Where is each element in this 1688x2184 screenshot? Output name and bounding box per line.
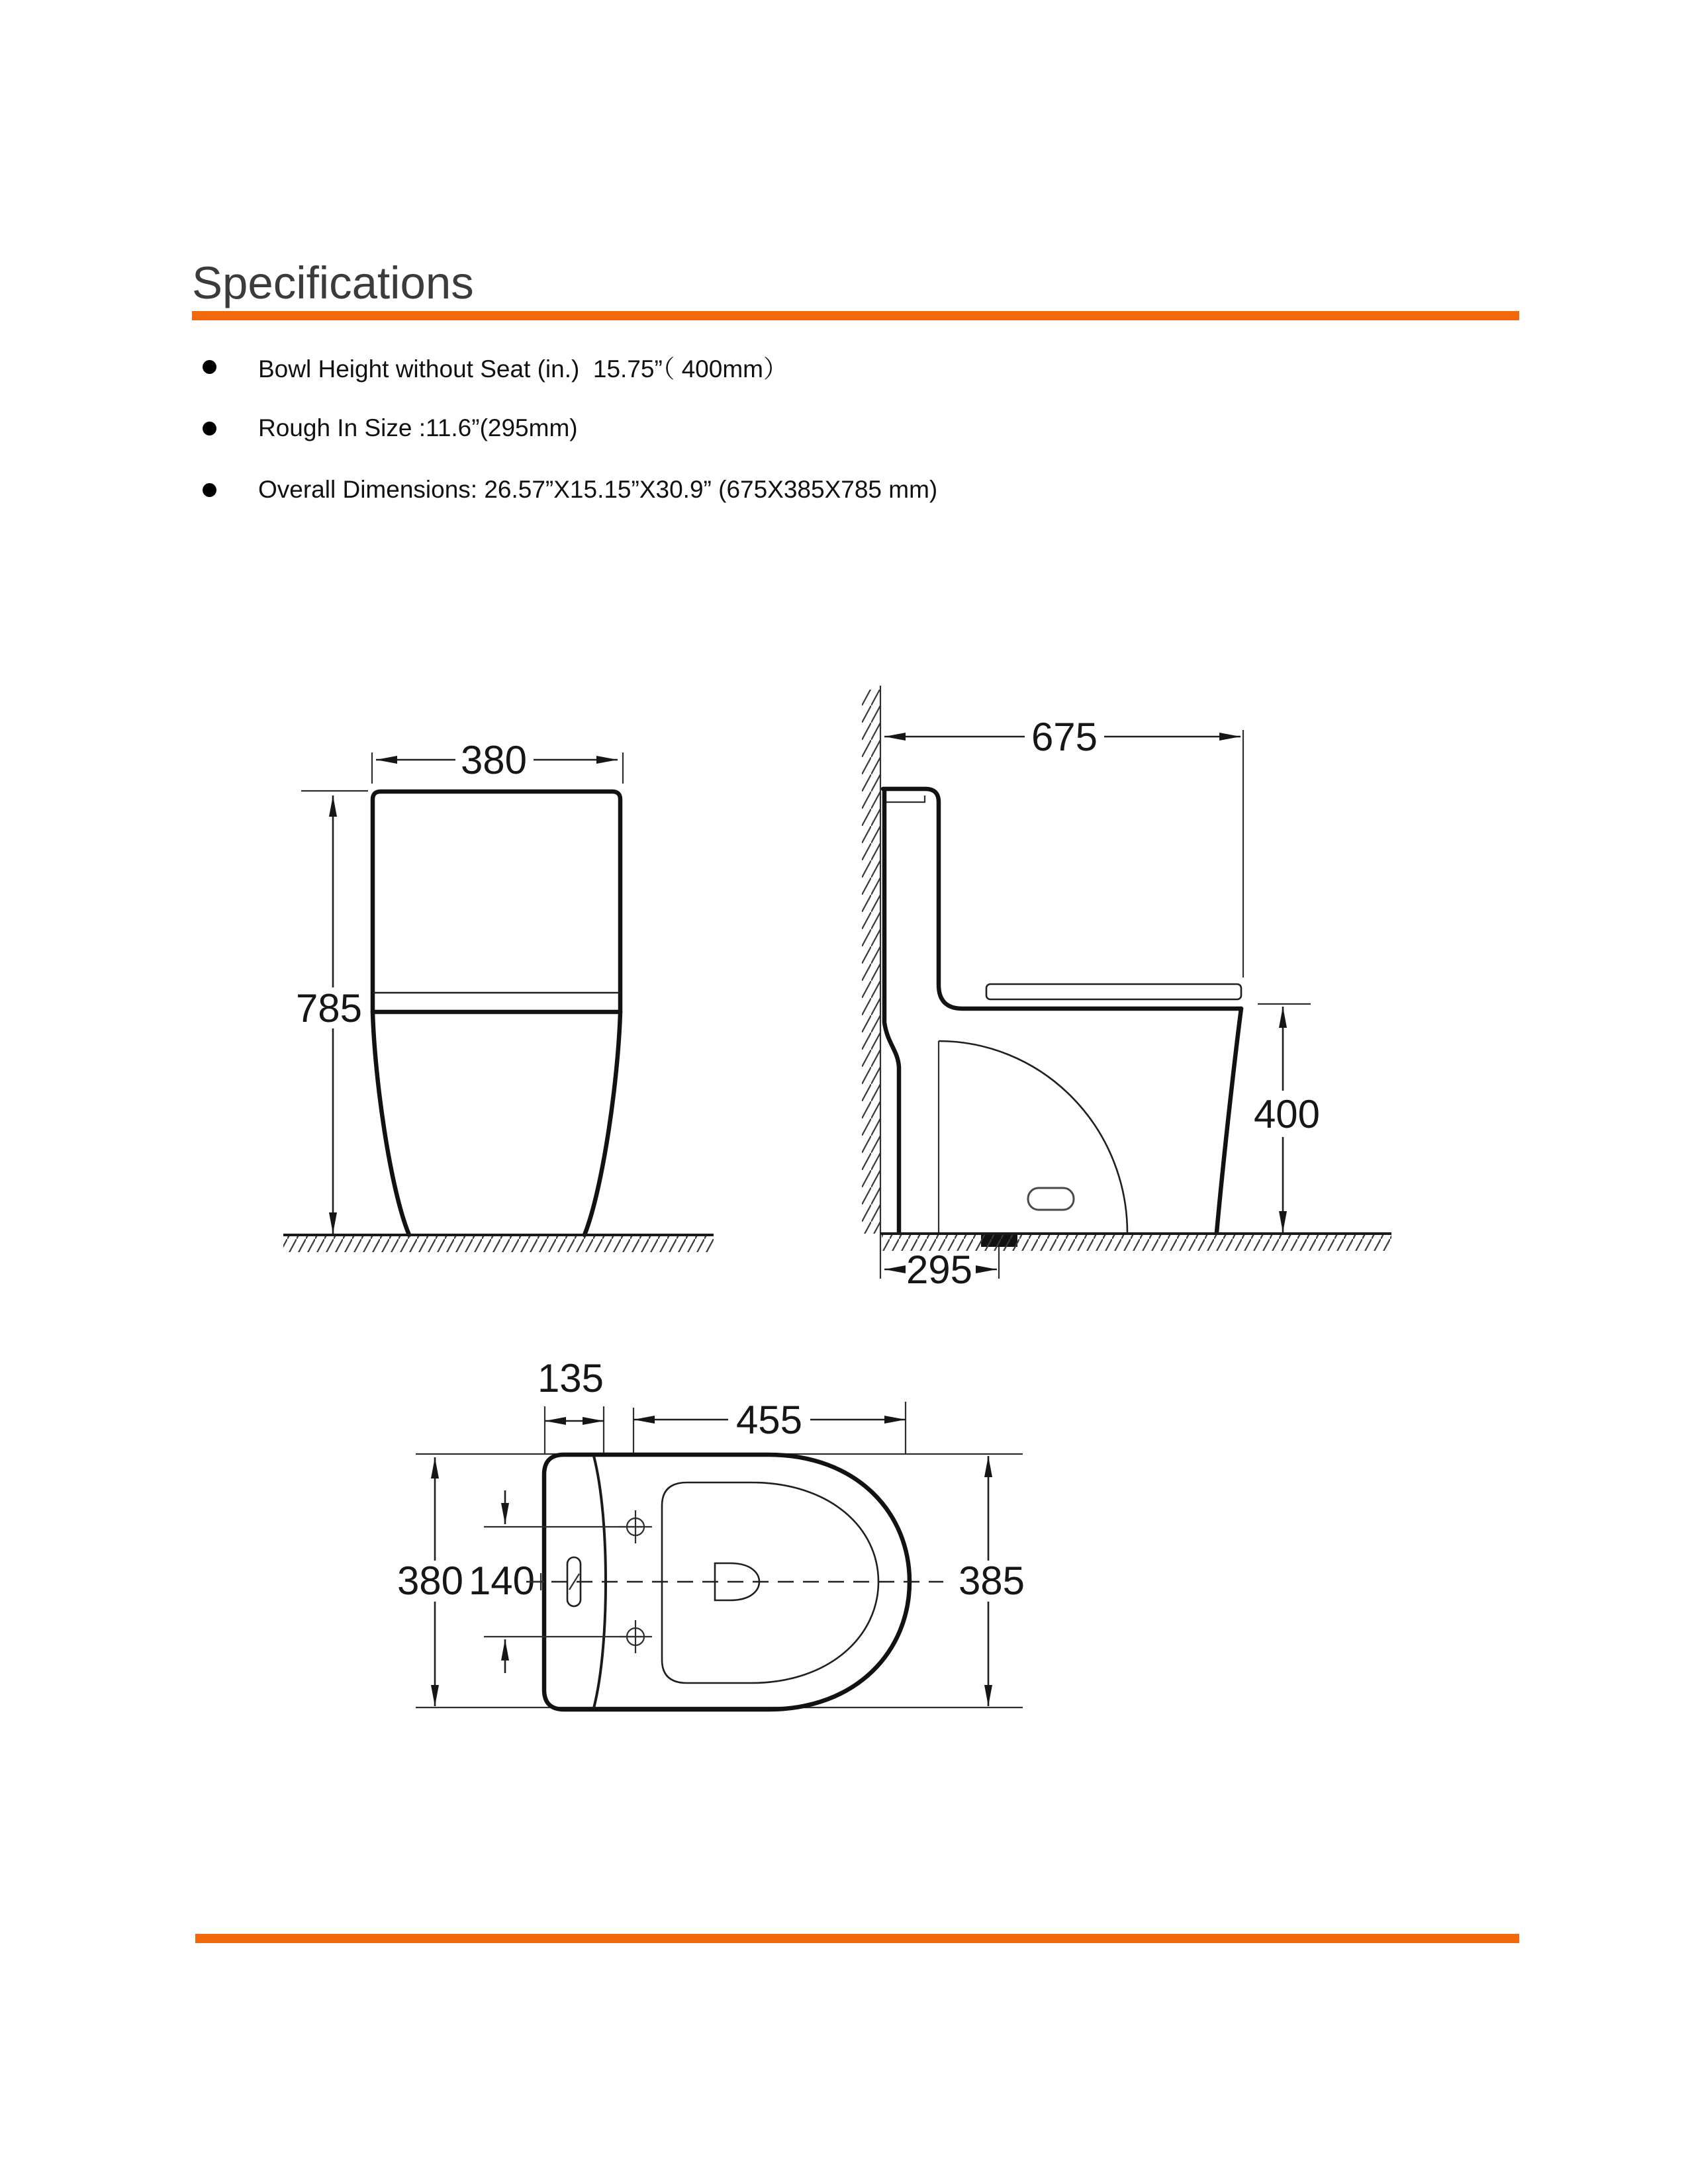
list-item (203, 349, 788, 385)
bullet-text: Overall Dimensions: 26.57”X15.15”X30.9” (675X385X785 mm) (258, 476, 938, 503)
wall-hatching (862, 686, 880, 1234)
title-underline-bar (192, 311, 1519, 320)
dim-label-front-height: 785 (295, 986, 363, 1030)
list-item (203, 476, 937, 504)
dim-label-tank-depth: 135 (537, 1356, 604, 1400)
dim-label-bowl-height: 400 (1253, 1092, 1321, 1136)
seat-lid (986, 984, 1241, 999)
front-width-dimension (372, 738, 623, 784)
overall-width-dimension (959, 1456, 1025, 1706)
dim-label-bolt-spacing: 140 (468, 1559, 536, 1603)
bolt-spacing-dimension (469, 1490, 544, 1673)
dim-label-overall-width: 385 (958, 1559, 1025, 1603)
dim-label-rough-in: 295 (906, 1248, 973, 1292)
bullet-text: Bowl Height without Seat (in.) 15.75”（ 400mm） (258, 355, 788, 383)
bullet-icon (203, 360, 216, 374)
side-bowl-height-dimension (1254, 1004, 1320, 1232)
bullet-icon (203, 422, 216, 435)
footer-bar (195, 1934, 1519, 1943)
toilet-front-outline (373, 792, 620, 1235)
ground-hatching (283, 1235, 714, 1252)
dim-label-bowl-length: 455 (735, 1398, 803, 1442)
list-item (203, 414, 578, 442)
toilet-top-outline (526, 1455, 943, 1709)
dim-label-front-width: 380 (460, 738, 528, 782)
page-title: Specifications (192, 257, 474, 308)
dim-label-side-depth: 675 (1031, 715, 1098, 759)
bullet-text: Rough In Size :11.6”(295mm) (258, 414, 578, 441)
bullet-icon (203, 483, 216, 497)
side-view-diagram (857, 682, 1397, 1294)
top-width-dimension (397, 1457, 463, 1706)
dim-label-top-width: 380 (397, 1559, 464, 1603)
top-view-diagram (371, 1353, 1099, 1751)
bowl-length-dimension (633, 1398, 906, 1454)
tank-depth-dimension (538, 1356, 604, 1454)
toilet-side-outline (883, 789, 1241, 1247)
front-height-dimension (296, 791, 368, 1234)
flush-sensor (1028, 1188, 1074, 1210)
front-view-diagram (275, 715, 725, 1264)
trapway-arc (939, 1041, 1127, 1233)
seat-opening-outline (662, 1482, 878, 1683)
